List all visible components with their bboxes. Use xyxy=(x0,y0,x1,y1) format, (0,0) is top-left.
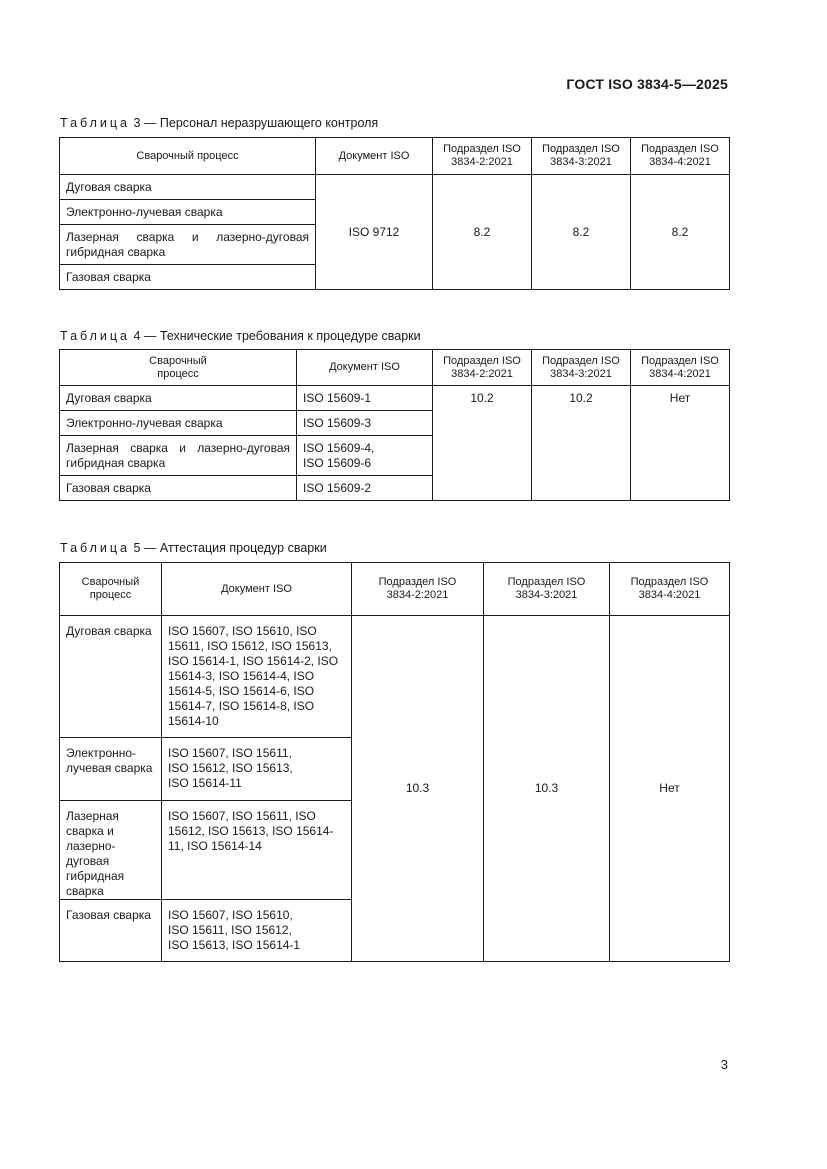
table4-sub3-cell: 10.2 xyxy=(532,386,631,501)
table3-sub3-cell: 8.2 xyxy=(532,175,631,290)
table5-process-cell: Газовая сварка xyxy=(60,900,162,962)
table5-process-cell: Дуговая сварка xyxy=(60,616,162,738)
table4-caption-word: Таблица xyxy=(60,329,131,343)
table5-process-cell: Лазерная сварка и лазерно-дуговая гибридная сварка xyxy=(60,801,162,900)
table5 xyxy=(59,562,730,962)
table5-header-document: Документ ISO xyxy=(162,563,352,616)
table4-document-cell: ISO 15609-1 xyxy=(297,386,433,411)
page-number: 3 xyxy=(720,1057,728,1072)
table3-header-sub3: Подраздел ISO 3834-3:2021 xyxy=(532,138,631,175)
document-code: ГОСТ ISO 3834-5—2025 xyxy=(566,76,728,92)
table5-sub4-cell: Нет xyxy=(610,616,730,962)
table3-caption xyxy=(60,116,378,130)
table5-caption-text: 5 — Аттестация процедур сварки xyxy=(133,541,327,555)
table4-document-cell: ISO 15609-4, ISO 15609-6 xyxy=(297,436,433,476)
table4-header-sub4: Подраздел ISO 3834-4:2021 xyxy=(631,350,730,386)
table3-sub4-cell: 8.2 xyxy=(631,175,730,290)
table5-header-sub3: Подраздел ISO 3834-3:2021 xyxy=(484,563,610,616)
table3-sub2-cell: 8.2 xyxy=(433,175,532,290)
table4-header-sub2: Подраздел ISO 3834-2:2021 xyxy=(433,350,532,386)
table3-process-cell: Газовая сварка xyxy=(60,265,316,290)
table5-document-cell: ISO 15607, ISO 15611, ISO 15612, ISO 15613, ISO 15614-11 xyxy=(162,738,352,801)
table4-sub4-cell: Нет xyxy=(631,386,730,501)
table3-process-cell: Дуговая сварка xyxy=(60,175,316,200)
table5-header-process: Сварочный процесс xyxy=(60,563,162,616)
table3-header-process: Сварочный процесс xyxy=(60,138,316,175)
table4 xyxy=(59,349,730,501)
table4-caption xyxy=(60,329,421,343)
table4-process-cell: Дуговая сварка xyxy=(60,386,297,411)
table3-header-document: Документ ISO xyxy=(316,138,433,175)
table5-header-sub2: Подраздел ISO 3834-2:2021 xyxy=(352,563,484,616)
table5-header-sub4: Подраздел ISO 3834-4:2021 xyxy=(610,563,730,616)
table4-caption-text: 4 — Технические требования к процедуре сварки xyxy=(133,329,421,343)
table4-header-sub3: Подраздел ISO 3834-3:2021 xyxy=(532,350,631,386)
table5-sub3-cell: 10.3 xyxy=(484,616,610,962)
table5-process-cell: Электронно-лучевая сварка xyxy=(60,738,162,801)
table5-document-cell: ISO 15607, ISO 15611, ISO 15612, ISO 15613, ISO 15614-11, ISO 15614-14 xyxy=(162,801,352,900)
table3-caption-text: 3 — Персонал неразрушающего контроля xyxy=(133,116,379,130)
table3-header-sub2: Подраздел ISO 3834-2:2021 xyxy=(433,138,532,175)
table5-caption-word: Таблица xyxy=(60,541,131,555)
table4-header-process: Сварочный процесс xyxy=(60,350,297,386)
table3-caption-word: Таблица xyxy=(60,116,131,130)
table4-process-cell: Газовая сварка xyxy=(60,476,297,501)
table3 xyxy=(59,137,730,290)
table5-document-cell: ISO 15607, ISO 15610, ISO 15611, ISO 15612, ISO 15613, ISO 15614-1, ISO 15614-2, ISO 15614-3, ISO 15614-4, ISO 15614-5, ISO 15614-6, ISO 15614-7, ISO 15614-8, ISO 15614-10 xyxy=(162,616,352,738)
table3-process-cell: Электронно-лучевая сварка xyxy=(60,200,316,225)
table3-header-sub4: Подраздел ISO 3834-4:2021 xyxy=(631,138,730,175)
table4-sub2-cell: 10.2 xyxy=(433,386,532,501)
table5-sub2-cell: 10.3 xyxy=(352,616,484,962)
table3-process-cell: Лазерная сварка и лазерно-дуговая гибридная сварка xyxy=(60,225,316,265)
table4-process-cell: Электронно-лучевая сварка xyxy=(60,411,297,436)
table4-document-cell: ISO 15609-3 xyxy=(297,411,433,436)
table3-document-cell: ISO 9712 xyxy=(316,175,433,290)
table5-caption xyxy=(60,541,327,555)
table4-process-cell: Лазерная сварка и лазерно-дуговая гибридная сварка xyxy=(60,436,297,476)
table5-document-cell: ISO 15607, ISO 15610, ISO 15611, ISO 15612, ISO 15613, ISO 15614-1 xyxy=(162,900,352,962)
table4-document-cell: ISO 15609-2 xyxy=(297,476,433,501)
table4-header-document: Документ ISO xyxy=(297,350,433,386)
